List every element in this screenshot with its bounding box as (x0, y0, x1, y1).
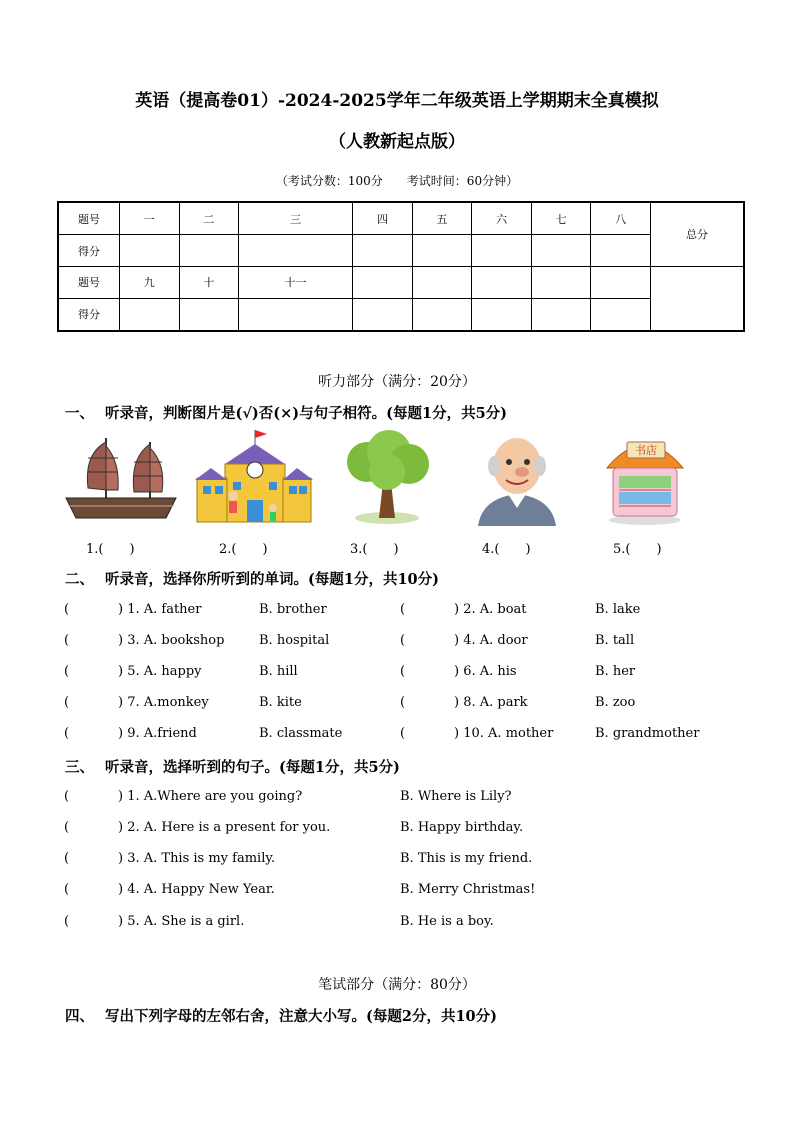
option-b: B. kite (259, 695, 302, 710)
list-item: ( ) 4. A. Happy New Year. (64, 882, 275, 897)
question-title: 听录音，选择听到的句子。(每题1分，共5分) (105, 759, 400, 776)
listening-section-title: 听力部分（满分：20分） (318, 374, 476, 390)
picture-caption-1: 1.( ) (86, 542, 135, 557)
option-b: B. zoo (595, 695, 636, 710)
list-item: ( ) 2. A. Here is a present for you. (64, 820, 331, 835)
qnum-cell: 八 (591, 202, 651, 235)
picture-caption-3: 3.( ) (350, 542, 399, 557)
exam-info: （考试分数：100分 考试时间：60分钟） (275, 174, 519, 188)
school-picture (195, 428, 313, 526)
question-number: 四、 (65, 1008, 94, 1025)
score-cell[interactable] (472, 298, 532, 331)
question-title: 写出下列字母的左邻右舍，注意大小写。(每题2分，共10分) (105, 1008, 497, 1025)
question-4-heading (65, 1005, 497, 1026)
list-item: ( ) 10. A. mother (400, 726, 554, 741)
option-b: B. He is a boy. (400, 914, 494, 929)
question-title: 听录音，判断图片是(√)否(×)与句子相符。(每题1分，共5分) (105, 405, 508, 422)
bookshop-picture (603, 428, 688, 526)
qnum-cell (472, 266, 532, 298)
option-b: B. grandmother (595, 726, 700, 741)
score-cell[interactable] (591, 298, 651, 331)
score-cell[interactable] (531, 298, 591, 331)
question-3-heading (65, 756, 400, 777)
score-cell[interactable] (353, 235, 413, 267)
grandpa-picture (472, 428, 562, 526)
option-b: B. her (595, 664, 636, 679)
qnum-label: 题号 (58, 266, 120, 298)
score-cell[interactable] (591, 235, 651, 267)
writing-section-title: 笔试部分（满分：80分） (318, 977, 476, 993)
qnum-cell: 七 (531, 202, 591, 235)
list-item: ( ) 7. A.monkey (64, 695, 209, 710)
score-cell[interactable] (120, 235, 180, 267)
score-table (57, 201, 745, 332)
score-cell[interactable] (472, 235, 532, 267)
qnum-cell: 一 (120, 202, 180, 235)
score-cell[interactable] (179, 235, 239, 267)
score-cell[interactable] (179, 298, 239, 331)
option-b: B. classmate (259, 726, 343, 741)
list-item: ( ) 8. A. park (400, 695, 528, 710)
option-b: B. tall (595, 633, 635, 648)
list-item: ( ) 2. A. boat (400, 602, 527, 617)
score-cell[interactable] (239, 235, 353, 267)
qnum-cell (412, 266, 472, 298)
option-b: B. Where is Lily? (400, 789, 512, 804)
list-item: ( ) 5. A. She is a girl. (64, 914, 245, 929)
qnum-cell (531, 266, 591, 298)
question-2-heading (65, 568, 439, 589)
qnum-cell: 六 (472, 202, 532, 235)
score-cell[interactable] (412, 235, 472, 267)
option-b: B. Happy birthday. (400, 820, 524, 835)
bookshop-sign: 书店 (635, 444, 657, 457)
question-number: 三、 (65, 759, 94, 776)
question-1-heading (65, 402, 507, 423)
qnum-cell (591, 266, 651, 298)
list-item: ( ) 1. A. father (64, 602, 202, 617)
score-cell[interactable] (412, 298, 472, 331)
qnum-cell: 十一 (239, 266, 353, 298)
list-item: ( ) 3. A. This is my family. (64, 851, 276, 866)
score-label: 得分 (58, 235, 120, 267)
option-b: B. Merry Christmas! (400, 882, 536, 897)
total-score-cell[interactable] (651, 266, 745, 331)
score-cell[interactable] (531, 235, 591, 267)
page-subtitle: （人教新起点版） (329, 132, 465, 152)
option-b: B. hospital (259, 633, 330, 648)
score-label: 得分 (58, 298, 120, 331)
option-b: B. lake (595, 602, 641, 617)
qnum-cell: 十 (179, 266, 239, 298)
picture-caption-2: 2.( ) (219, 542, 268, 557)
total-label: 总分 (651, 202, 745, 266)
question-title: 听录音，选择你所听到的单词。(每题1分，共10分) (105, 571, 439, 588)
option-b: B. hill (259, 664, 298, 679)
score-cell[interactable] (120, 298, 180, 331)
qnum-label: 题号 (58, 202, 120, 235)
list-item: ( ) 9. A.friend (64, 726, 197, 741)
list-item: ( ) 3. A. bookshop (64, 633, 225, 648)
qnum-cell: 二 (179, 202, 239, 235)
score-cell[interactable] (239, 298, 353, 331)
sailboat-picture (62, 428, 180, 526)
qnum-cell (353, 266, 413, 298)
qnum-cell: 三 (239, 202, 353, 235)
question-number: 一、 (65, 405, 94, 422)
list-item: ( ) 4. A. door (400, 633, 528, 648)
list-item: ( ) 5. A. happy (64, 664, 202, 679)
list-item: ( ) 6. A. his (400, 664, 517, 679)
question-number: 二、 (65, 571, 94, 588)
list-item: ( ) 1. A.Where are you going? (64, 789, 303, 804)
qnum-cell: 四 (353, 202, 413, 235)
qnum-cell: 五 (412, 202, 472, 235)
tree-picture (339, 428, 434, 526)
option-b: B. This is my friend. (400, 851, 533, 866)
page-title: 英语（提高卷01）-2024-2025学年二年级英语上学期期末全真模拟 (135, 91, 659, 111)
picture-caption-5: 5.( ) (613, 542, 662, 557)
qnum-cell: 九 (120, 266, 180, 298)
score-cell[interactable] (353, 298, 413, 331)
option-b: B. brother (259, 602, 327, 617)
picture-caption-4: 4.( ) (482, 542, 531, 557)
